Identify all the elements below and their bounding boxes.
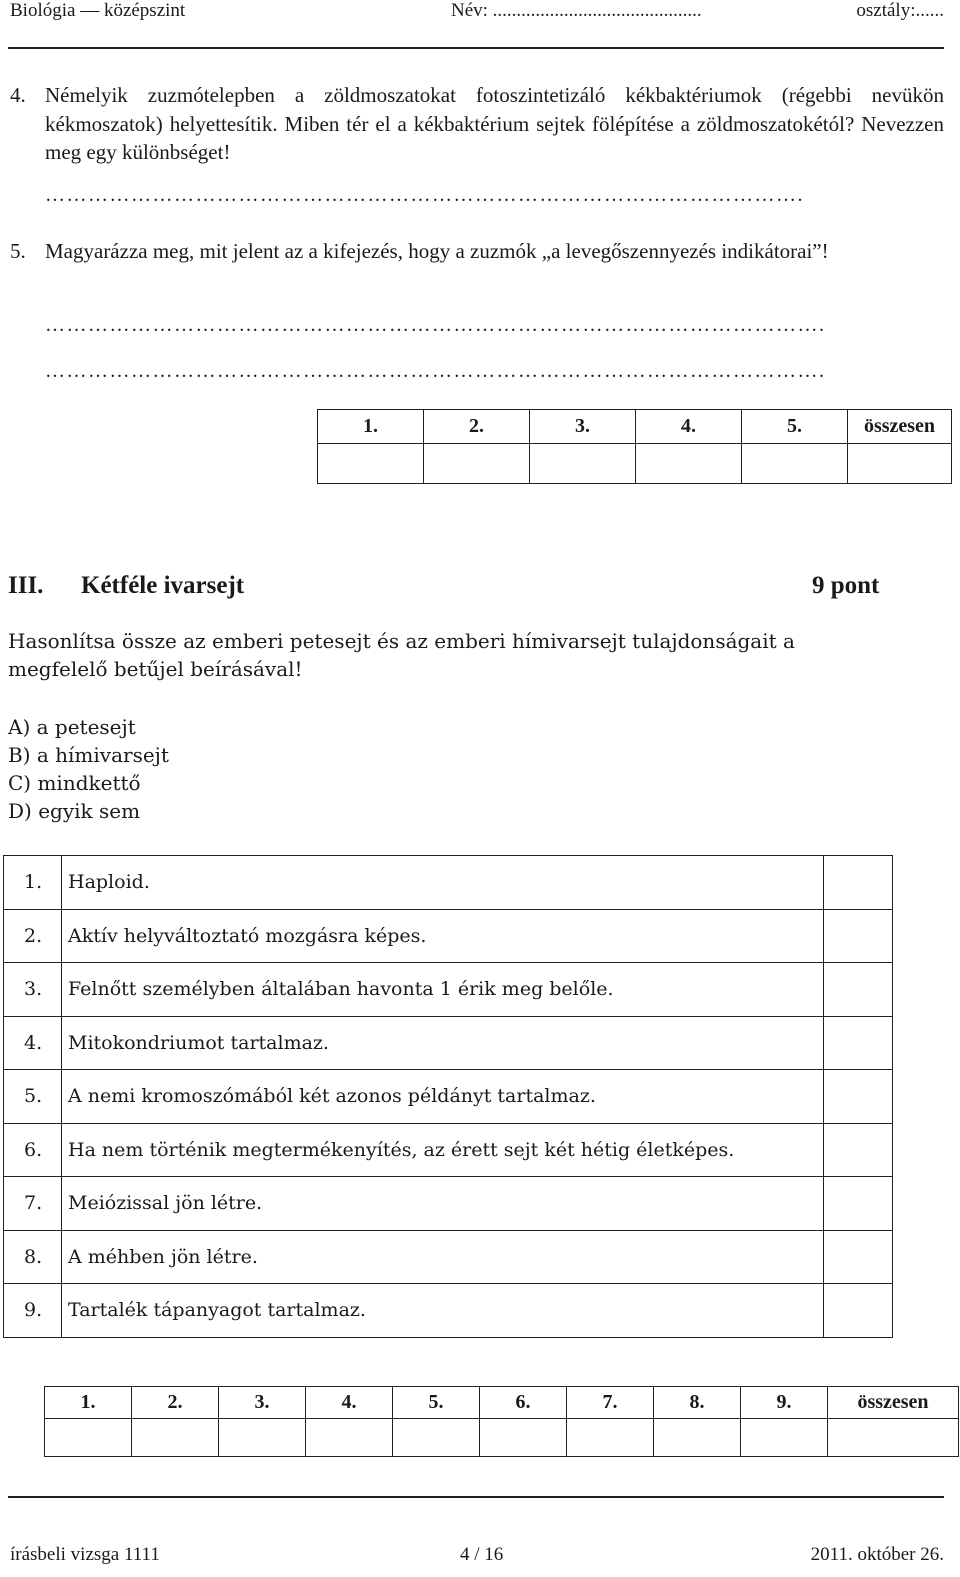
score-table-2 [44,1386,959,1457]
score-cell[interactable] [424,444,530,484]
item-text: Felnőtt személyben általában havonta 1 érik meg belőle. [62,963,824,1017]
answer-cell[interactable] [824,1284,893,1338]
option-letter: B) [8,743,31,767]
score-header-cell: 4. [636,410,742,444]
score-cell[interactable] [636,444,742,484]
item-text: A méhben jön létre. [62,1230,824,1284]
score-cell[interactable] [480,1419,567,1457]
score-cell[interactable] [828,1419,959,1457]
table-row [4,856,893,910]
score-cell[interactable] [318,444,424,484]
item-text: Meiózissal jön létre. [62,1177,824,1231]
table-row [4,1177,893,1231]
item-number: 9. [4,1284,62,1338]
item-text: A nemi kromoszómából két azonos példányt tartalmaz. [62,1070,824,1124]
score-cell[interactable] [45,1419,132,1457]
options-list [8,713,408,825]
item-text: Haploid. [62,856,824,910]
option-text: mindkettő [37,771,141,795]
answer-cell[interactable] [824,1016,893,1070]
score-header-cell: összesen [828,1387,959,1419]
exam-code: írásbeli vizsga 1111 [10,1544,160,1565]
question-4 [10,81,944,167]
score-header-cell: 5. [393,1387,480,1419]
item-number: 3. [4,963,62,1017]
item-number: 1. [4,856,62,910]
header-rule [8,47,944,49]
score-cell[interactable] [741,1419,828,1457]
option-letter: A) [8,715,31,739]
score-header-cell: 4. [306,1387,393,1419]
table-row [4,1284,893,1338]
option-letter: C) [8,771,32,795]
item-number: 6. [4,1123,62,1177]
item-text: Tartalék tápanyagot tartalmaz. [62,1284,824,1338]
answer-cell[interactable] [824,963,893,1017]
item-number: 5. [4,1070,62,1124]
item-text: Aktív helyváltoztató mozgásra képes. [62,909,824,963]
score-cell[interactable] [848,444,952,484]
item-number: 2. [4,909,62,963]
answer-cell[interactable] [824,1230,893,1284]
answer-cell[interactable] [824,909,893,963]
score-header-cell: 1. [45,1387,132,1419]
page-header [8,0,944,28]
answer-line[interactable]: ……………………………………………………………………………………………. [45,184,804,206]
table-row [4,1016,893,1070]
section-points: 9 pont [812,572,880,599]
option-item [8,713,408,741]
question-text: Magyarázza meg, mit jelent az a kifejezés, hogy a zuzmók „a levegőszennyezés indikátorai”! [45,239,829,263]
score-cell[interactable] [393,1419,480,1457]
table-row [4,1230,893,1284]
question-number: 4. [10,83,26,107]
score-header-cell: 3. [219,1387,306,1419]
score-cell[interactable] [530,444,636,484]
score-cell[interactable] [132,1419,219,1457]
score-cell[interactable] [306,1419,393,1457]
score-cell[interactable] [654,1419,741,1457]
score-table-1 [317,409,952,484]
score-header-cell: 6. [480,1387,567,1419]
question-number: 5. [10,239,26,263]
item-number: 8. [4,1230,62,1284]
question-text: Némelyik zuzmótelepben a zöldmoszatokat fotoszintetizáló kékbaktériumok (régebbi nevükön kékmoszatok) helyettesítik. Miben tér el a kékbaktérium sejtek fölépítése a zöldmoszatokétól? Nevezzen meg egy különbséget! [45,83,944,165]
item-text: Mitokondriumot tartalmaz. [62,1016,824,1070]
score-cell[interactable] [219,1419,306,1457]
score-header-cell: 1. [318,410,424,444]
option-item [8,797,408,825]
section-title: Kétféle ivarsejt [81,572,245,599]
score-header-cell: 2. [424,410,530,444]
table-row [4,1123,893,1177]
name-field[interactable]: Név: ............................................ [451,0,702,21]
score-value-row [318,444,952,484]
score-value-row [45,1419,959,1457]
page-number: 4 / 16 [460,1544,504,1565]
answer-cell[interactable] [824,1177,893,1231]
option-text: a hímivarsejt [36,743,169,767]
class-field[interactable]: osztály:...... [856,0,944,21]
score-cell[interactable] [742,444,848,484]
score-cell[interactable] [567,1419,654,1457]
score-header-cell: 3. [530,410,636,444]
question-5 [10,237,944,266]
option-text: egyik sem [38,799,141,823]
footer-rule [8,1496,944,1498]
option-item [8,769,408,797]
items-table [3,855,893,1338]
score-header-cell: 5. [742,410,848,444]
score-header-row [318,410,952,444]
score-header-cell: 9. [741,1387,828,1419]
score-header-cell: összesen [848,410,952,444]
score-header-row [45,1387,959,1419]
table-row [4,1070,893,1124]
instruction-text: Hasonlítsa össze az emberi petesejt és az emberi hímivarsejt tulajdonságait a megfelelő betűjel beírásával! [8,629,795,681]
score-header-cell: 8. [654,1387,741,1419]
item-text: Ha nem történik megtermékenyítés, az érett sejt két hétig életképes. [62,1123,824,1177]
item-number: 4. [4,1016,62,1070]
option-text: a petesejt [36,715,136,739]
score-header-cell: 2. [132,1387,219,1419]
answer-line[interactable]: ………………………………………………………………………………………………. [45,360,826,382]
option-item [8,741,408,769]
answer-cell[interactable] [824,856,893,910]
table-row [4,909,893,963]
score-header-cell: 7. [567,1387,654,1419]
answer-cell[interactable] [824,1123,893,1177]
section-roman: III. [8,572,44,599]
item-number: 7. [4,1177,62,1231]
answer-line[interactable]: ………………………………………………………………………………………………. [45,314,826,336]
exam-date: 2011. október 26. [810,1544,944,1565]
answer-cell[interactable] [824,1070,893,1124]
table-row [4,963,893,1017]
subject-level: Biológia — középszint [10,0,186,21]
option-letter: D) [8,799,32,823]
